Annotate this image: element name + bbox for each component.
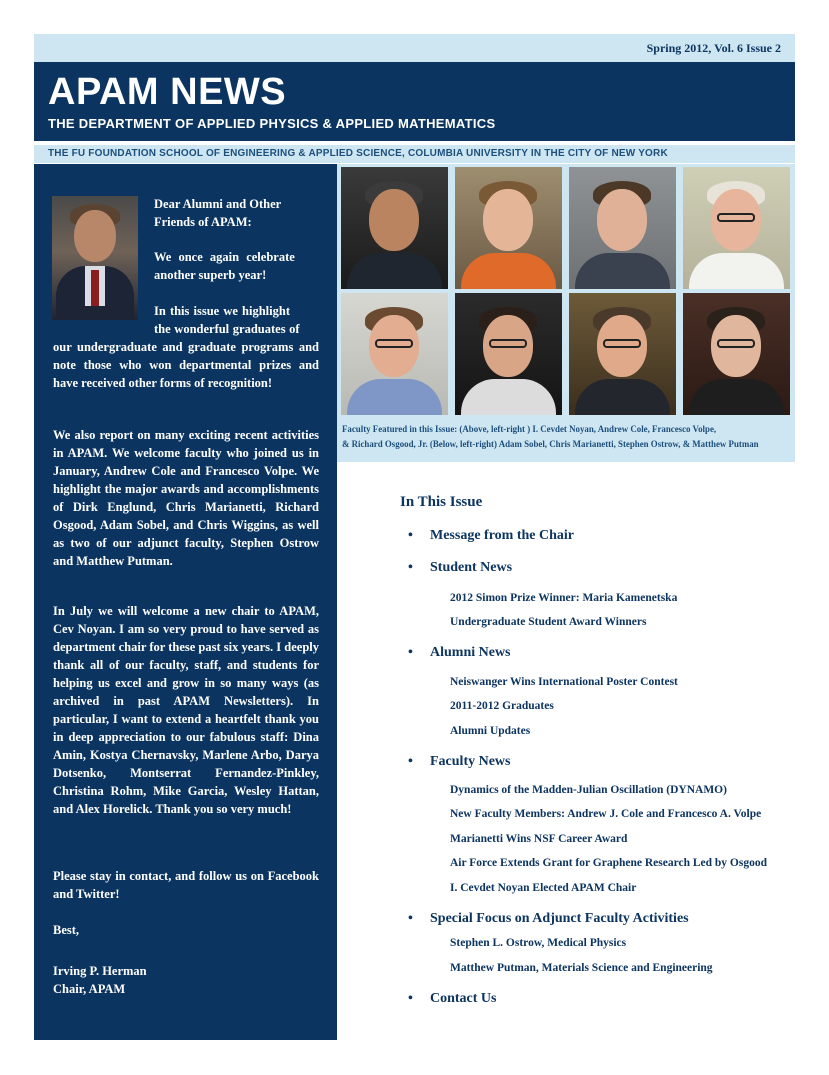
letter-intro-line-1: We once again celebrate [154, 250, 295, 264]
faculty-photo [683, 293, 790, 415]
toc-section-title: Contact Us [430, 991, 497, 1006]
top-band [34, 34, 795, 62]
school-name: THE FU FOUNDATION SCHOOL OF ENGINEERING & APPLIED SCIENCE, COLUMBIA UNIVERSITY IN THE CITY OF NEW YORK [48, 148, 668, 159]
chair-letter [34, 164, 337, 1040]
toc-item[interactable]: Matthew Putman, Materials Science and Engineering [450, 962, 713, 974]
toc-item[interactable]: Stephen L. Ostrow, Medical Physics [450, 937, 627, 949]
toc-section-title: Faculty News [430, 754, 511, 769]
bullet-icon: • [408, 991, 413, 1006]
toc-item[interactable]: Undergraduate Student Award Winners [450, 616, 647, 628]
toc-item[interactable]: Neiswanger Wins International Poster Contest [450, 676, 678, 688]
department-name: THE DEPARTMENT OF APPLIED PHYSICS & APPLIED MATHEMATICS [48, 116, 496, 131]
toc-section-title: Message from the Chair [430, 528, 574, 543]
masthead [34, 62, 795, 141]
letter-greeting-line-2: Friends of APAM: [154, 215, 252, 229]
letter-p1-line-1: In this issue we highlight [154, 304, 290, 318]
toc-section-faculty-news[interactable] [408, 754, 511, 770]
toc-section-title: Special Focus on Adjunct Faculty Activities [430, 911, 689, 926]
toc-item[interactable]: I. Cevdet Noyan Elected APAM Chair [450, 882, 637, 894]
letter-paragraph-3: In July we will welcome a new chair to APAM, Cev Noyan. I am so very proud to have served as department chair for these past six years. I deeply thank all of our faculty, staff, and students for helping us excel and grow in so many ways (as archived in past APAM Newsletters). In particular, I want to extend a heartfelt thank you in deep appreciation to our fabulous staff: Dina Amin, Kostya Chernavsky, Marlene Arbo, Darya Dotsenko, Montserrat Fernandez-Pinkley, Christina Rohm, Mike Garcia, Wesley Hattan, and Alex Horelick. Thank you so very much! [53, 604, 319, 816]
school-band [34, 145, 795, 163]
faculty-photo [683, 167, 790, 289]
bullet-icon: • [408, 754, 413, 769]
toc-section-title: Student News [430, 560, 513, 575]
letter-paragraph-4: Please stay in contact, and follow us on Facebook and Twitter! [53, 869, 319, 901]
chair-photo [52, 196, 138, 320]
bullet-icon: • [408, 528, 413, 543]
bullet-icon: • [408, 911, 413, 926]
toc-section-title: Alumni News [430, 645, 511, 660]
toc-section-student-news[interactable] [408, 560, 512, 576]
toc-heading: In This Issue [400, 494, 483, 510]
toc-item[interactable]: Alumni Updates [450, 725, 531, 737]
toc-section-adjunct-faculty[interactable] [408, 911, 689, 927]
newsletter-title: APAM NEWS [48, 71, 287, 113]
toc-item[interactable]: 2011-2012 Graduates [450, 700, 554, 712]
toc-item[interactable]: Marianetti Wins NSF Career Award [450, 833, 628, 845]
toc-section-alumni-news[interactable] [408, 645, 511, 661]
toc-item[interactable]: 2012 Simon Prize Winner: Maria Kamenetska [450, 592, 678, 604]
toc-section-contact-us[interactable] [408, 991, 497, 1007]
bullet-icon: • [408, 645, 413, 660]
letter-intro-line-2: another superb year! [154, 268, 267, 282]
toc-item[interactable]: Dynamics of the Madden-Julian Oscillation (DYNAMO) [450, 784, 727, 796]
faculty-photo-grid [337, 164, 795, 462]
faculty-photo [569, 167, 676, 289]
letter-paragraph-2: We also report on many exciting recent activities in APAM. We welcome faculty who joined us in January, Andrew Cole and Francesco Volpe. We highlight the major awards and accomplishments of Dirk Englund, Chris Marianetti, Richard Osgood, Adam Sobel, and Chris Wiggins, as well as two of our adjunct faculty, Stephen Ostrow and Matthew Putman. [53, 428, 319, 568]
faculty-photo [455, 167, 562, 289]
photo-caption [342, 422, 792, 452]
faculty-photo [341, 293, 448, 415]
faculty-photo [455, 293, 562, 415]
photo-caption-line-1: Faculty Featured in this Issue: (Above, left-right ) I. Cevdet Noyan, Andrew Cole, Francesco Volpe, [342, 424, 717, 434]
signature-name: Irving P. Herman [53, 964, 147, 978]
toc-item[interactable]: Air Force Extends Grant for Graphene Research Led by Osgood [450, 857, 767, 869]
bullet-icon: • [408, 560, 413, 575]
letter-p1-line-2: the wonderful graduates of [154, 322, 300, 336]
photo-caption-line-2: & Richard Osgood, Jr. (Below, left-right) Adam Sobel, Chris Marianetti, Stephen Ostrow, & Matthew Putman [342, 439, 759, 449]
toc-item[interactable]: New Faculty Members: Andrew J. Cole and Francesco A. Volpe [450, 808, 762, 820]
letter-closing: Best, [53, 923, 80, 937]
signature-title: Chair, APAM [53, 982, 126, 996]
letter-greeting-line-1: Dear Alumni and Other [154, 197, 282, 211]
faculty-photo [569, 293, 676, 415]
letter-p1-rest: our undergraduate and graduate programs and note those who won departmental prizes and have received other forms of recognition! [53, 340, 319, 390]
toc-section-message-from-chair[interactable] [408, 528, 574, 544]
faculty-photo [341, 167, 448, 289]
issue-info: Spring 2012, Vol. 6 Issue 2 [646, 41, 781, 55]
